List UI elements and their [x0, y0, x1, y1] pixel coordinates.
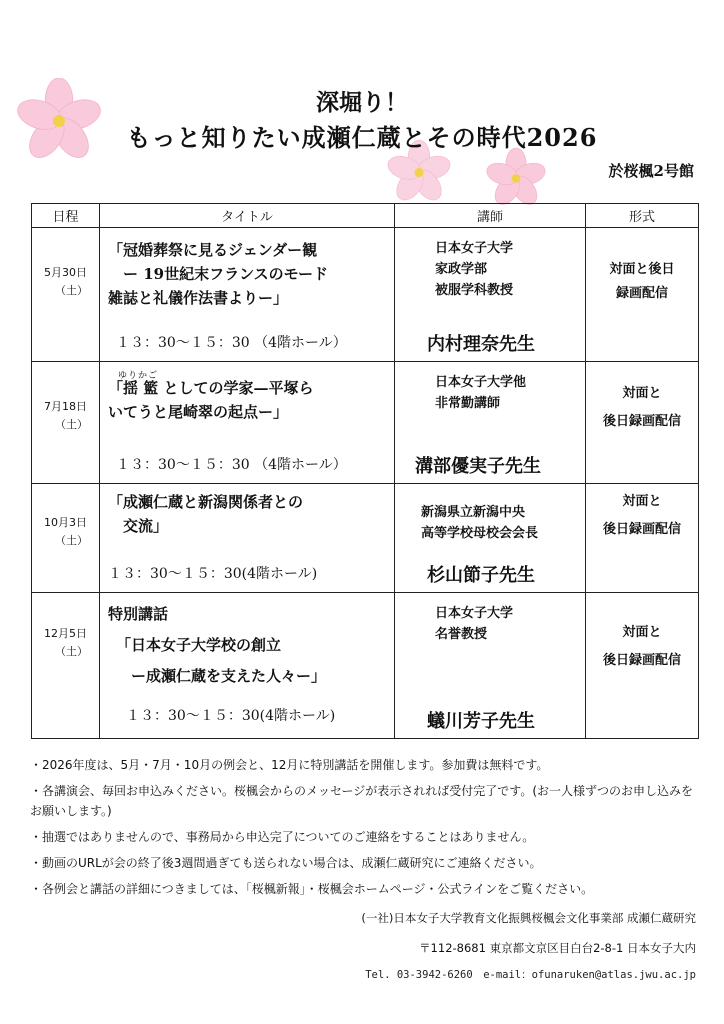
- date-text: 5月30日: [44, 266, 87, 280]
- event-title: [100, 484, 395, 593]
- date-text: 7月18日: [44, 399, 87, 413]
- lecturer-affiliation: 新潟県立新潟中央: [421, 505, 526, 521]
- weekday-text: （土）: [55, 645, 88, 659]
- organization-name: (一社)日本女子大学教育文化振興桜楓会文化事業部 成瀬仁蔵研究: [361, 911, 696, 925]
- format-line: 対面と: [622, 625, 662, 641]
- event-date: [32, 361, 100, 483]
- title-line: 「揺 籃 としての学家—平塚ら: [108, 378, 314, 397]
- page-title-line-2: もっと知りたい成瀬仁蔵とその時代2026: [126, 123, 598, 152]
- format-line: 後日録画配信: [602, 413, 681, 429]
- lecturer-name: 内村理奈先生: [427, 333, 535, 355]
- lecturer: [395, 484, 586, 593]
- table-row: [32, 484, 699, 593]
- lecturer-affiliation: 家政学部: [435, 262, 488, 278]
- table-header-row: [32, 204, 699, 228]
- column-header: 日程: [32, 204, 100, 228]
- event-time: １３：30〜１５：30 （4階ホール）: [116, 334, 347, 351]
- organization-address: 〒112-8681 東京都文京区目白台2-8-1 日本女子大内: [419, 941, 696, 955]
- note-item: ・動画のURLが会の終了後3週間過ぎても送られない場合は、成瀬仁蔵研究にご連絡ください。: [30, 856, 542, 870]
- title-line: 交流」: [108, 517, 169, 536]
- format-line: 録画配信: [615, 286, 668, 302]
- weekday-text: （土）: [55, 284, 88, 298]
- format-line: 対面と後日: [609, 262, 675, 278]
- event-format: [586, 593, 699, 739]
- column-header: 形式: [586, 204, 699, 228]
- event-time: １３：30〜１５：30(4階ホール): [126, 708, 336, 724]
- note-item: ・各講演会、毎回お申込みください。桜楓会からのメッセージが表示されれば受付完了です。(お一人様ずつのお申し込みをお願いします。): [30, 784, 694, 818]
- note-item: ・抽選ではありませんので、事務局から申込完了についてのご連絡をすることはありません。: [30, 830, 535, 844]
- format-line: 対面と: [622, 494, 662, 510]
- event-title: [100, 361, 395, 483]
- title-line: ー 19世紀末フランスのモード: [108, 265, 329, 284]
- format-line: 後日録画配信: [602, 522, 681, 538]
- event-format: [586, 228, 699, 361]
- contact-info: Tel. 03-3942-6260 e-mail：ofunaruken@atlas.jwu.ac.jp: [365, 969, 696, 981]
- title-line: ー成瀬仁蔵を支えた人々ー」: [116, 667, 327, 686]
- event-time: １３：30〜１５：30 （4階ホール）: [116, 457, 347, 474]
- lecturer-affiliation: 名誉教授: [435, 627, 488, 643]
- lecturer: [395, 361, 586, 483]
- lecturer: [395, 593, 586, 739]
- format-line: 対面と: [622, 385, 662, 401]
- ruby-text: ゆりかご: [118, 370, 159, 381]
- schedule-table: [31, 203, 699, 739]
- lecturer: [395, 228, 586, 361]
- event-format: [586, 361, 699, 483]
- notes-list: [30, 755, 700, 905]
- event-date: [32, 228, 100, 361]
- table-row: [32, 593, 699, 739]
- note-item: ・各例会と講話の詳細につきましては、「桜楓新報」・桜楓会ホームページ・公式ラインをご覧ください。: [30, 882, 594, 896]
- lecturer-affiliation: 被服学科教授: [435, 283, 514, 299]
- column-header: タイトル: [100, 204, 395, 228]
- lecturer-affiliation: 日本女子大学: [435, 241, 514, 257]
- column-header: 講師: [395, 204, 586, 228]
- date-text: 10月3日: [44, 516, 87, 530]
- weekday-text: （土）: [55, 417, 88, 431]
- lecturer-affiliation: 非常勤講師: [435, 395, 501, 411]
- event-title: [100, 228, 395, 361]
- title-line: 「成瀬仁蔵と新潟関係者との: [108, 493, 304, 512]
- title-line: いてうと尾崎翠の起点ー」: [108, 402, 289, 421]
- event-time: １３：30〜１５：30(4階ホール): [108, 566, 318, 583]
- weekday-text: （土）: [55, 534, 88, 548]
- event-date: [32, 593, 100, 739]
- venue-label: 於桜楓2号館: [608, 162, 694, 180]
- event-format: [586, 484, 699, 593]
- lecturer-affiliation: 高等学校母校会会長: [421, 526, 539, 542]
- date-text: 12月5日: [44, 627, 87, 641]
- table-row: [32, 361, 699, 483]
- lecturer-name: 蟻川芳子先生: [427, 711, 535, 732]
- title-line: 「日本女子大学校の創立: [116, 636, 282, 655]
- lecturer-affiliation: 日本女子大学: [435, 606, 514, 622]
- cherry-blossom-icon: [478, 146, 554, 208]
- event-title: [100, 593, 395, 739]
- event-date: [32, 484, 100, 593]
- format-line: 後日録画配信: [602, 653, 681, 669]
- lecturer-affiliation: 日本女子大学他: [435, 374, 527, 390]
- table-row: [32, 228, 699, 361]
- page-title-line-1: 深堀り！: [316, 89, 408, 116]
- title-line: 特別講話: [108, 605, 169, 624]
- title-line: 雑誌と礼儀作法書よりー」: [108, 289, 289, 308]
- lecturer-name: 溝部優実子先生: [415, 456, 541, 478]
- lecturer-name: 杉山節子先生: [427, 565, 535, 587]
- note-item: ・2026年度は、5月・7月・10月の例会と、12月に特別講話を開催します。参加費は無料です。: [30, 758, 549, 772]
- title-line: 「冠婚葬祭に見るジェンダー観: [108, 241, 318, 260]
